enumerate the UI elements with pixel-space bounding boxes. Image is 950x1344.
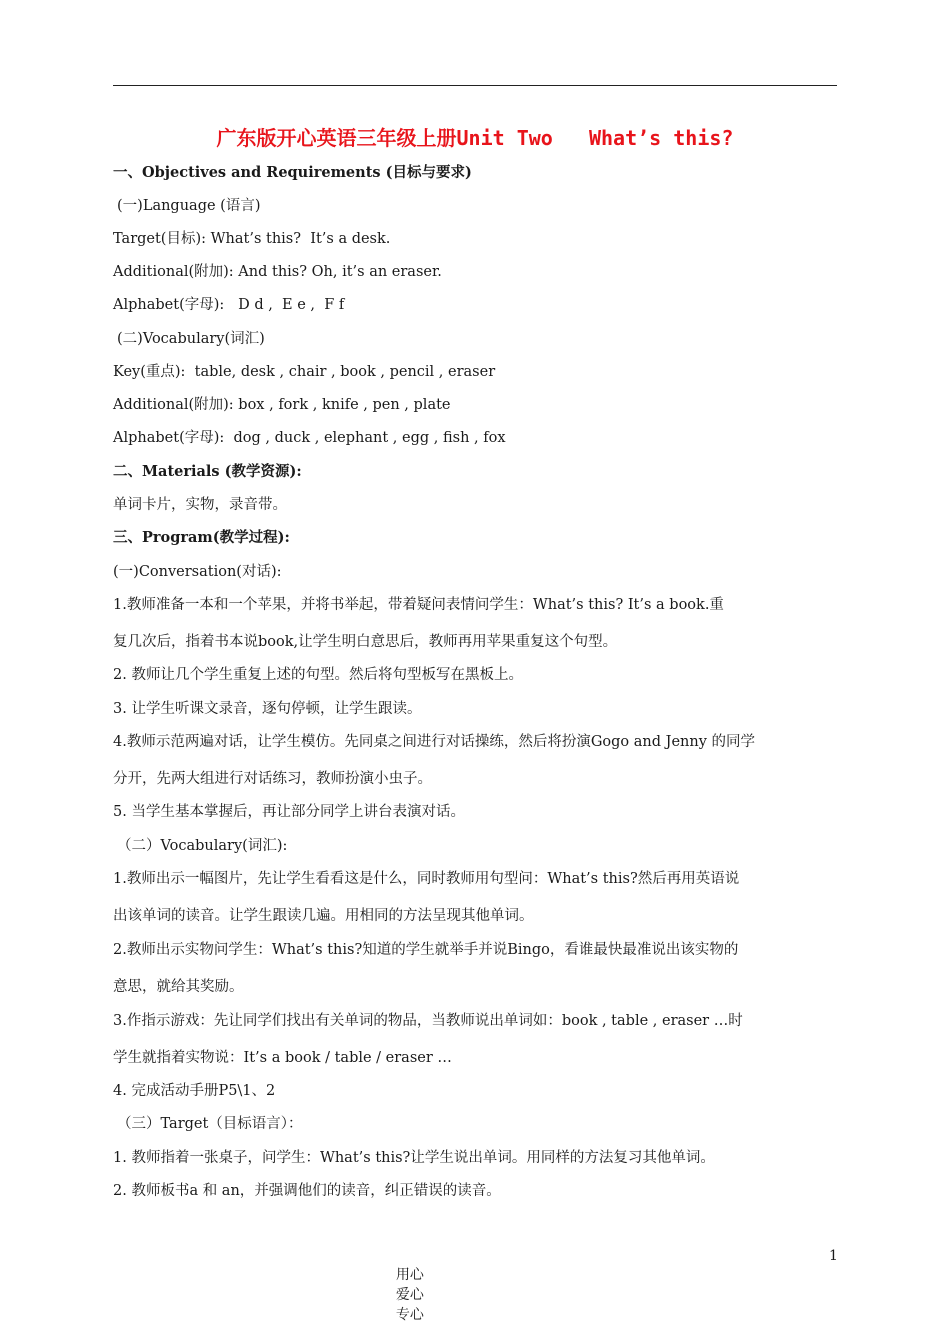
text-line: 意思，就给其奖励。 [113, 979, 244, 995]
text-line: 3.作指示游戏：先让同学们找出有关单词的物品，当教师说出单词如：book , table , eraser …时 [113, 1013, 743, 1029]
text-line: Target(目标): What’s this? It’s a desk. [113, 231, 391, 247]
section-heading-objectives: 一、Objectives and Requirements (目标与要求) [113, 164, 472, 181]
footer-motto [387, 1248, 452, 1324]
text-line: 2. 教师板书a 和 an，并强调他们的读音，纠正错误的读音。 [113, 1183, 501, 1199]
text-line: Alphabet(字母): dog , duck , elephant , egg , fish , fox [113, 430, 506, 446]
subheading-language: (一)Language (语言) [117, 198, 261, 214]
footer-item: 专心 [395, 1307, 424, 1323]
section-heading-materials: 二、Materials (教学资源): [113, 463, 302, 480]
subheading-target: （三）Target（目标语言）： [117, 1116, 303, 1132]
text-line: 4.教师示范两遍对话，让学生模仿。先同桌之间进行对话操练，然后将扮演Gogo and Jenny 的同学 [113, 734, 756, 750]
page-number: 1 [829, 1248, 838, 1264]
text-line: 1. 教师指着一张桌子，问学生：What’s this?让学生说出单词。用同样的方法复习其他单词。 [113, 1150, 715, 1166]
text-line: 2. 教师让几个学生重复上述的句型。然后将句型板写在黑板上。 [113, 667, 523, 683]
text-line: Key(重点): table, desk , chair , book , pencil , eraser [113, 364, 496, 380]
text-line: Alphabet(字母): D d , E e , F f [113, 297, 345, 313]
text-line: 出该单词的读音。让学生跟读几遍。用相同的方法呈现其他单词。 [113, 908, 534, 924]
subheading-vocabulary-2: （二）Vocabulary(词汇): [117, 838, 288, 854]
footer-item: 用心 [395, 1267, 424, 1283]
text-line: Additional(附加): box , fork , knife , pen , plate [113, 397, 451, 413]
text-line: 学生就指着实物说：It’s a book / table / eraser … [113, 1050, 452, 1066]
text-line: 3. 让学生听课文录音，逐句停顿，让学生跟读。 [113, 701, 422, 717]
subheading-conversation: (一)Conversation(对话): [113, 564, 282, 580]
header-rule [113, 85, 837, 86]
text-line: 1.教师准备一本和一个苹果，并将书举起，带着疑问表情问学生：What’s this? It’s a book.重 [113, 597, 724, 613]
text-line: Additional(附加): And this? Oh, it’s an eraser. [113, 264, 442, 280]
text-line: 5. 当学生基本掌握后，再让部分同学上讲台表演对话。 [113, 804, 465, 820]
text-line: 1.教师出示一幅图片，先让学生看看这是什么，同时教师用句型问：What’s this?然后再用英语说 [113, 871, 740, 887]
document-title: 广东版开心英语三年级上册Unit Two What’s this? [216, 126, 734, 150]
text-line: 复几次后，指着书本说book,让学生明白意思后，教师再用苹果重复这个句型。 [113, 634, 618, 650]
section-heading-program: 三、Program(教学过程): [113, 529, 290, 546]
text-line: 分开，先两大组进行对话练习，教师扮演小虫子。 [113, 771, 432, 787]
text-line: 2.教师出示实物问学生：What’s this?知道的学生就举手并说Bingo，看谁最快最准说出该实物的 [113, 942, 739, 958]
text-line: 4. 完成活动手册P5\1、2 [113, 1083, 276, 1099]
text-line: 单词卡片，实物，录音带。 [113, 497, 287, 513]
subheading-vocabulary: (二)Vocabulary(词汇) [117, 331, 265, 347]
footer-item: 爱心 [395, 1287, 424, 1303]
